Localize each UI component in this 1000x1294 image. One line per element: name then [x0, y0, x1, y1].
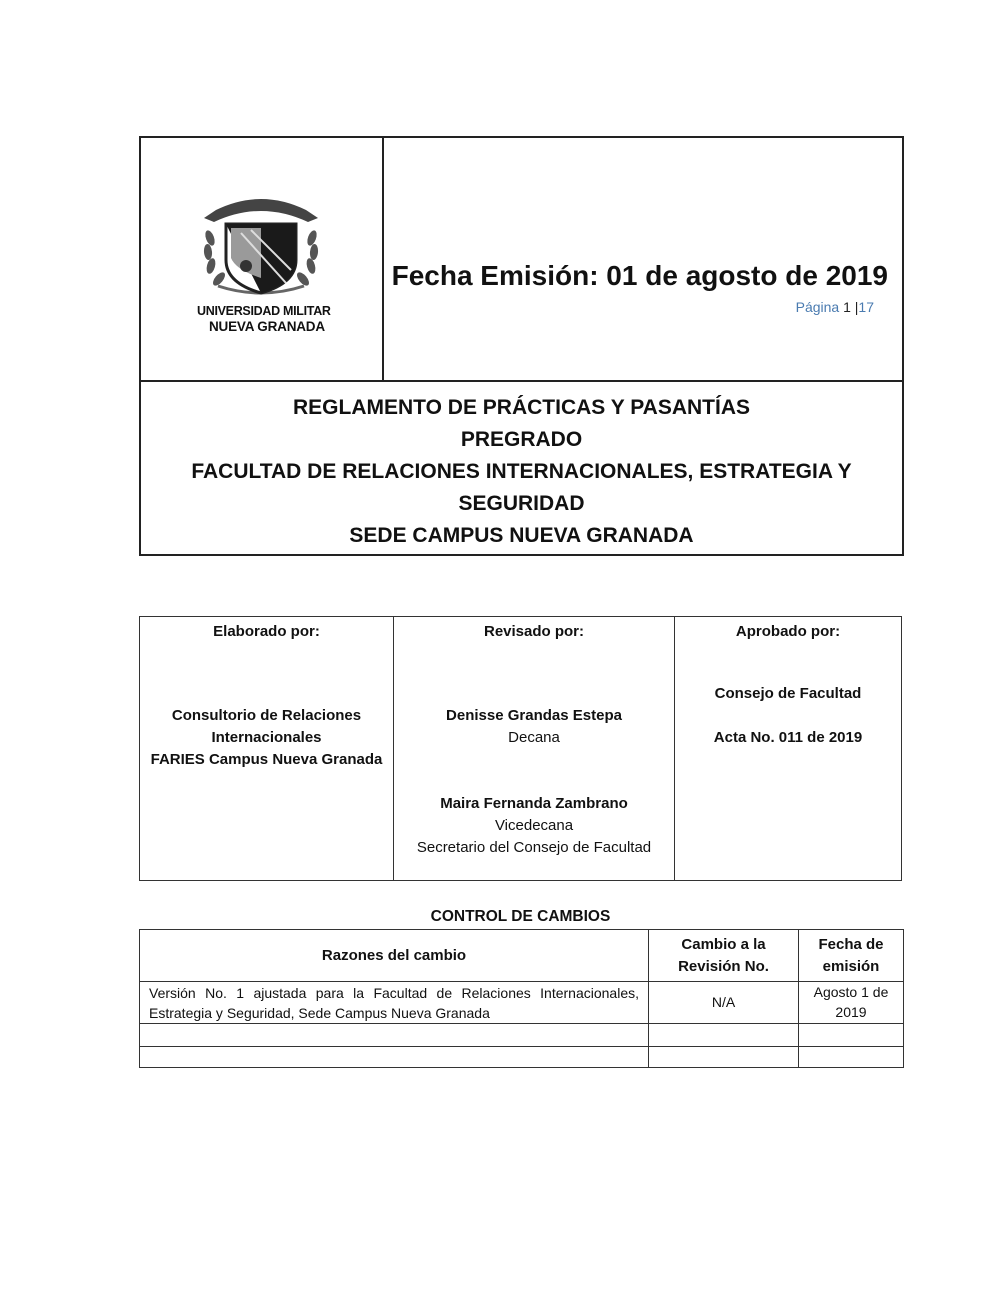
- logo-university-name: UNIVERSIDAD MILITAR: [197, 304, 331, 318]
- row-change: N/A: [649, 981, 799, 1023]
- reviewer-role-1: Decana: [508, 729, 560, 746]
- table-row: [140, 981, 903, 1024]
- changes-title: CONTROL DE CAMBIOS: [430, 908, 611, 925]
- reviewer-role-3: Secretario del Consejo de Facultad: [416, 839, 652, 856]
- issue-date: Fecha Emisión: 01 de agosto de 2019: [391, 260, 888, 291]
- document-header: [139, 136, 904, 556]
- issue-date-cell: [384, 138, 902, 380]
- row-date-line-1: Agosto 1 de: [813, 984, 889, 1000]
- header-reason-label: Razones del cambio: [321, 946, 467, 964]
- elaborado-line-1: Consultorio de Relaciones: [171, 707, 362, 724]
- reviewer-name-2: Maira Fernanda Zambrano: [440, 795, 628, 812]
- header-date-line-2: emisión: [822, 957, 880, 975]
- title-line-1: REGLAMENTO DE PRÁCTICAS Y PASANTÍAS: [293, 396, 750, 419]
- logo-cell: [141, 138, 384, 380]
- table-row: [140, 1023, 903, 1047]
- elaborado-heading: Elaborado por:: [213, 623, 320, 640]
- approver-line-2: Acta No. 011 de 2019: [713, 729, 863, 746]
- header-change-line-1: Cambio a la: [681, 935, 766, 953]
- title-line-3: FACULTAD DE RELACIONES INTERNACIONALES, ESTRATEGIA Y: [191, 460, 852, 483]
- university-logo-icon: [196, 188, 326, 303]
- row-date: [799, 981, 903, 1023]
- empty-cell: [649, 1046, 799, 1067]
- reviewer-name-1: Denisse Grandas Estepa: [446, 707, 622, 724]
- revisado-heading: Revisado por:: [483, 623, 585, 640]
- empty-cell: [799, 1023, 903, 1046]
- empty-cell: [799, 1046, 903, 1067]
- revisado-column: [394, 617, 675, 880]
- aprobado-column: [675, 617, 901, 880]
- approver-line-1: Consejo de Facultad: [714, 685, 862, 702]
- elaborado-line-2: Internacionales: [211, 729, 322, 746]
- approval-table: [139, 616, 902, 881]
- page-total: 17: [858, 299, 874, 315]
- empty-cell: [140, 1046, 649, 1067]
- changes-table: [139, 929, 904, 1068]
- row-reason: Versión No. 1 ajustada para la Facultad de Relaciones Internacionales, Estrategia y Seguridad, Sede Campus Nueva Granada: [140, 981, 649, 1023]
- reviewer-role-2: Vicedecana: [494, 817, 574, 834]
- header-date-line-1: Fecha de: [818, 935, 884, 953]
- title-line-4: SEGURIDAD: [458, 492, 585, 515]
- page-current: 1: [843, 299, 851, 315]
- title-line-5: SEDE CAMPUS NUEVA GRANADA: [349, 524, 694, 547]
- elaborado-column: [140, 617, 394, 880]
- logo-university-name-2: NUEVA GRANADA: [209, 319, 325, 334]
- row-date-line-2: 2019: [835, 1004, 867, 1020]
- header-change: [649, 930, 799, 981]
- empty-cell: [649, 1023, 799, 1046]
- header-reason: [140, 930, 649, 981]
- page-number: [796, 299, 874, 315]
- changes-header-row: [140, 930, 903, 982]
- header-change-line-2: Revisión No.: [678, 957, 769, 975]
- header-date: [799, 930, 903, 981]
- page-label: Página: [795, 299, 840, 315]
- table-row: [140, 1046, 903, 1067]
- aprobado-heading: Aprobado por:: [735, 623, 841, 640]
- document-title: [141, 380, 902, 554]
- title-line-2: PREGRADO: [460, 428, 583, 451]
- page-separator: |: [854, 299, 859, 315]
- empty-cell: [140, 1023, 649, 1046]
- elaborado-line-3: FARIES Campus Nueva Granada: [150, 751, 383, 768]
